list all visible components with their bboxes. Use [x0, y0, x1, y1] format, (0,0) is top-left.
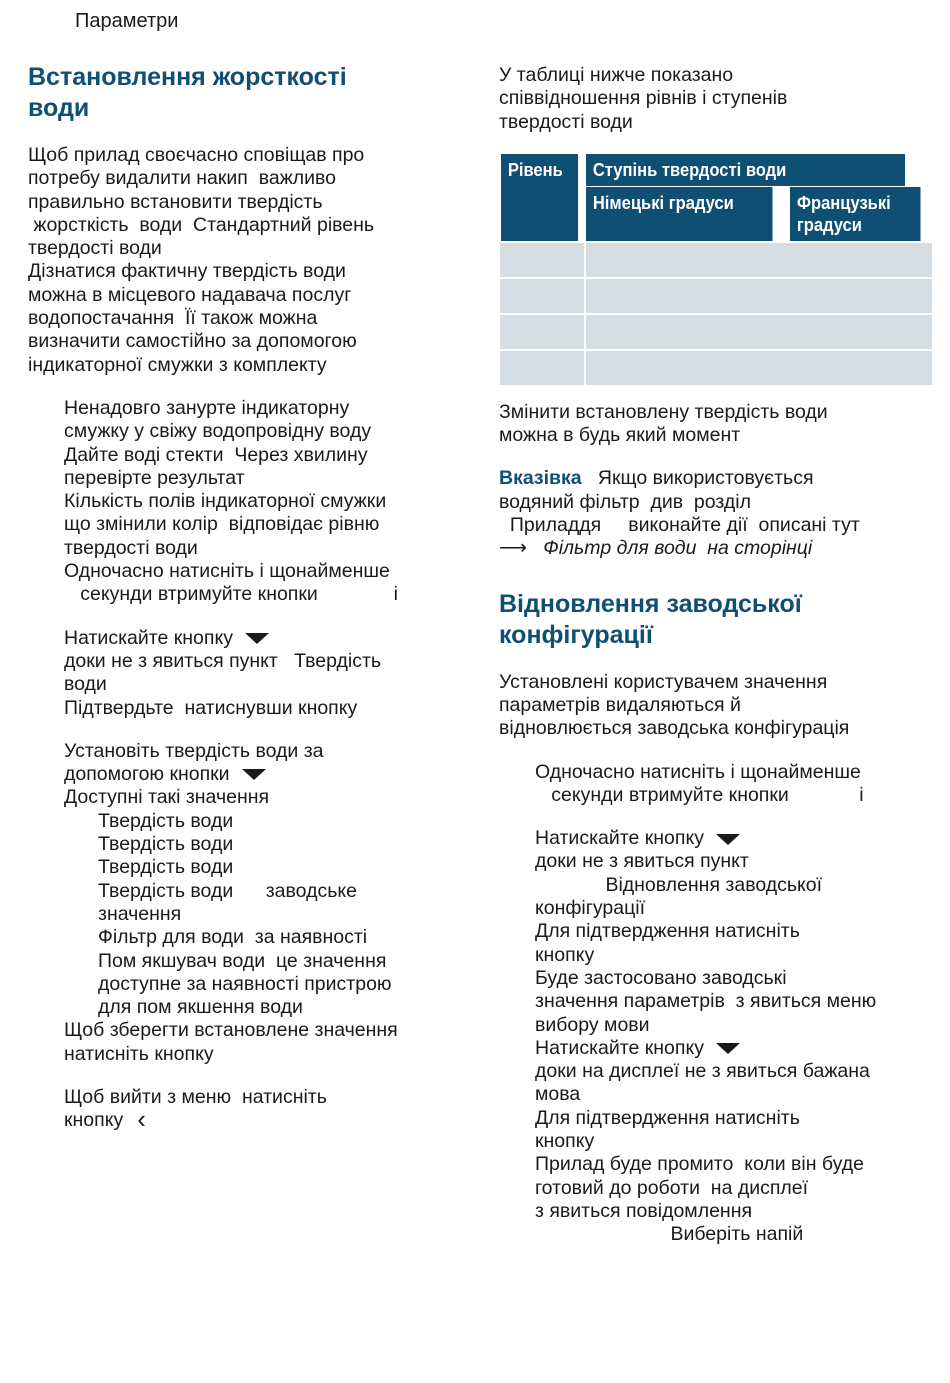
save-instruction: Щоб зберегти встановлене значення натисніть кнопку	[64, 1019, 398, 1065]
triangle-down-icon	[245, 633, 269, 644]
change-note: Змінити встановлену твердість води можна в будь який момент	[499, 400, 828, 447]
reset-step-2-text: доки не з явиться пункт Відновлення заводської конфігурації Для підтвердження натисніть кнопку Буде застосовано заводські значення параметрів з явиться меню вибору мови	[535, 850, 877, 1036]
note-block: Вказівка Якщо використовується водяний фільтр див розділ Приладдя виконайте дії описані тут	[499, 467, 860, 537]
note-label: Вказівка	[499, 467, 582, 490]
filter-link[interactable]: Фільтр для води на сторінці	[526, 537, 813, 560]
table-header-degree: Ступінь твердості води	[585, 154, 905, 187]
value-item: Твердість води	[98, 809, 234, 832]
step-1-text: Ненадовго занурте індикаторну смужку у свіжу водопровідну воду Дайте воді стекти Через хвилину перевірте результат Кількість полів індикаторної смужки що змінили колір відповідає рівню твердості води Одночасно натисніть і щонайменше секунди втримуйте кнопки і	[64, 396, 398, 606]
value-item: Твердість води заводське значення	[98, 879, 357, 925]
value-item: Твердість води	[98, 856, 234, 879]
triangle-down-icon	[716, 834, 740, 845]
table-row	[500, 242, 933, 278]
step-2-text: доки не з явиться пункт Твердість води Підтвердьте натиснувши кнопку	[64, 649, 382, 719]
note-link-line	[499, 537, 939, 560]
value-item: Фільтр для води за наявності	[98, 926, 368, 949]
water-hardness-intro: Щоб прилад своєчасно сповіщав про потребу видалити накип важливо правильно встановити твердість жорсткість води Стандартний рівень твердості води Дізнатися фактичну твердість води можна в місцевого надавача послуг водопостачання Її також можна визначити самостійно за допомогою індикаторної смужки з комплекту	[28, 144, 375, 376]
reset-step-1: Одночасно натисніть і щонайменше секунди втримуйте кнопки і	[535, 760, 864, 806]
step-3-text: Доступні такі значення	[64, 786, 270, 809]
value-item: Пом якшувач води це значення доступне за наявності пристрою для пом якшення води	[98, 949, 392, 1019]
chevron-left-icon: ‹	[137, 1104, 146, 1135]
triangle-down-icon	[242, 769, 266, 780]
hardness-table	[499, 154, 932, 385]
step-2-line: Натискайте кнопку	[64, 627, 458, 650]
arrow-right-icon: ⟶	[499, 537, 527, 560]
reset-step-3-text: доки на дисплеї не з явиться бажана мова Для підтвердження натисніть кнопку Прилад буде промито коли він буде готовий до роботи на дисплеї з явиться повідомлення Виберіть напій	[535, 1060, 870, 1246]
table-row	[500, 278, 933, 314]
reset-step-2-line: Натискайте кнопку	[535, 827, 939, 850]
water-hardness-heading: Встановлення жорсткості води	[28, 63, 347, 122]
left-column	[28, 62, 458, 1133]
value-item: Твердість води	[98, 833, 234, 856]
table-header-german: Німецькі градуси	[585, 186, 773, 242]
step-3-line: Установіть твердість води за допомогою кнопки	[64, 739, 324, 786]
table-header-level: Рівень	[500, 154, 578, 242]
table-row	[500, 314, 933, 350]
table-intro: У таблиці нижче показано співвідношення рівнів і ступенів твердості води	[499, 64, 788, 133]
triangle-down-icon	[716, 1043, 740, 1054]
factory-reset-heading: Відновлення заводської конфігурації	[499, 589, 802, 649]
reset-intro: Установлені користувачем значення параметрів видаляються й відновлюється заводська конфігурація	[499, 670, 850, 740]
page-header-section: Параметри	[75, 10, 179, 32]
table-row	[500, 350, 933, 385]
reset-step-3-line: Натискайте кнопку	[535, 1037, 939, 1060]
table-header-french: Французькі градуси	[789, 186, 920, 242]
right-column	[499, 64, 939, 1247]
exit-instruction: Щоб вийти з меню натисніть кнопку ‹	[64, 1085, 327, 1135]
